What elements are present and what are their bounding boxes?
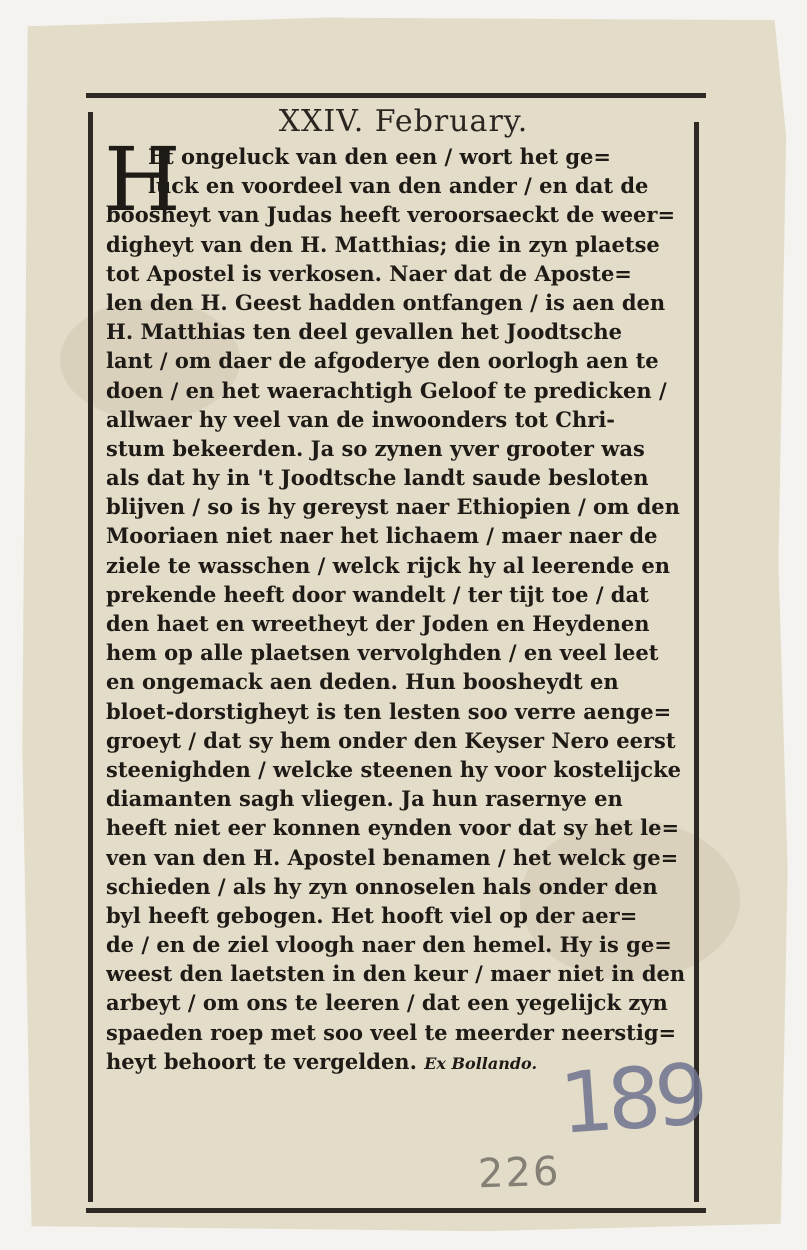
text-line: byl heeft gebogen. Het hooft viel op der aer= (106, 902, 638, 928)
text-line: H. Matthias ten deel gevallen het Joodtsche (106, 319, 622, 345)
text-line: stum bekeerden. Ja so zynen yver grooter was (106, 435, 645, 461)
text-line: doen / en het waerachtigh Geloof te predicken / (106, 377, 667, 403)
text-line: en ongemack aen deden. Hun boosheydt en (106, 669, 619, 695)
text-line: steenighden / welcke steenen hy voor kostelijcke (106, 756, 681, 782)
text-line: hem op alle plaetsen vervolghden / en veel leet (106, 640, 659, 666)
text-line: schieden / als hy zyn onnoselen hals onder den (106, 873, 658, 899)
text-line: Et ongeluck van den een / wort het ge= (148, 144, 611, 169)
pencil-number: 226 (477, 1148, 562, 1198)
text-line: luck en voordeel van den ander / en dat de (148, 173, 649, 199)
right-border-rule (694, 122, 699, 1202)
top-border-rule (86, 93, 706, 98)
handwritten-number: 189 (556, 1045, 706, 1153)
text-line: heeft niet eer konnen eynden voor dat sy het le= (106, 815, 680, 841)
text-line: digheyt van den H. Matthias; die in zyn plaetse (106, 231, 660, 257)
text-line: lant / om daer de afgoderye den oorlogh aen te (106, 348, 659, 374)
page-title: XXIV. February. (278, 104, 529, 139)
text-line: allwaer hy veel van de inwoonders tot Chri- (106, 406, 616, 432)
text-line: ziele te wasschen / welck rijck hy al leerende en (106, 552, 670, 578)
text-line: groeyt / dat sy hem onder den Keyser Nero eerst (106, 727, 676, 753)
text-line: len den H. Geest hadden ontfangen / is aen den (106, 289, 666, 315)
text-line: diamanten sagh vliegen. Ja hun rasernye en (106, 786, 623, 812)
text-line-end: heyt behoort te vergelden. (106, 1048, 417, 1074)
text-line: blijven / so is hy gereyst naer Ethiopien / om den (106, 494, 680, 520)
text-line: spaeden roep met soo veel te meerder neerstig= (106, 1019, 677, 1045)
text-line: prekende heeft door wandelt / ter tijt toe / dat (106, 581, 649, 607)
text-line: bloet-dorstigheyt is ten lesten soo verre aenge= (106, 698, 672, 724)
text-line: boosheyt van Judas heeft veroorsaeckt de weer= (106, 202, 676, 228)
text-line: als dat hy in 't Joodtsche landt saude besloten (106, 465, 649, 491)
text-line: tot Apostel is verkosen. Naer dat de Aposte= (106, 260, 632, 286)
text-line: weest den laetsten in den keur / maer niet in den (106, 961, 686, 987)
text-line: Mooriaen niet naer het lichaem / maer naer de (106, 523, 658, 549)
source-citation: Ex Bollando. (424, 1053, 538, 1073)
drop-cap: H (104, 128, 181, 231)
text-line: den haet en wreetheyt der Joden en Heydenen (106, 611, 650, 636)
left-border-rule (88, 112, 93, 1202)
body-text (104, 128, 694, 1076)
text-line: ven van den H. Apostel benamen / het welck ge= (106, 844, 679, 870)
text-line: arbeyt / om ons te leeren / dat een yegelijck zyn (106, 990, 668, 1016)
bottom-border-rule (86, 1208, 706, 1213)
text-line: de / en de ziel vloogh naer den hemel. Hy is ge= (106, 932, 672, 958)
